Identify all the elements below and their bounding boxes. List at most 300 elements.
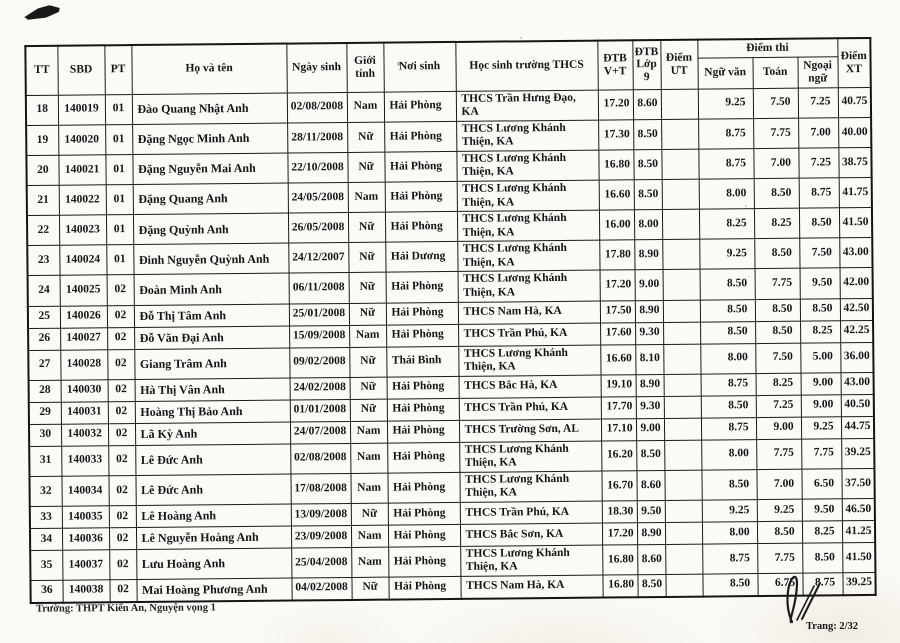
cell-lit: 8.50 <box>700 299 755 322</box>
cell-dob: 15/09/2008 <box>289 325 349 348</box>
cell-gender: Nữ <box>350 399 387 421</box>
cell-pt: 02 <box>107 305 134 327</box>
cell-total: 42.50 <box>840 298 873 320</box>
cell-pt: 01 <box>105 124 132 154</box>
cell-gender: Nữ <box>351 577 388 599</box>
cell-gender: Nam <box>351 547 388 577</box>
cell-name: Đào Quang Nhật Anh <box>132 93 287 125</box>
cell-flang: 8.75 <box>802 573 842 595</box>
cell-pob: Hải Phòng <box>386 324 458 347</box>
cell-dob: 04/02/2008 <box>291 577 351 600</box>
scan-specks <box>0 0 2 2</box>
cell-math: 8.50 <box>757 521 802 543</box>
cell-avg_vt: 17.20 <box>602 523 637 545</box>
cell-lit: 8.00 <box>701 439 756 470</box>
cell-pt: 02 <box>108 445 135 475</box>
cell-sbd: 140035 <box>62 506 109 528</box>
cell-pob: Hải Phòng <box>386 302 458 325</box>
cell-total: 43.00 <box>839 238 872 268</box>
cell-math: 6.75 <box>757 573 802 595</box>
cell-bonus <box>664 470 701 500</box>
cell-tt: 36 <box>30 580 62 602</box>
cell-tt: 26 <box>28 328 60 350</box>
cell-math: 8.25 <box>756 373 801 395</box>
cell-name: Đặng Nguyễn Mai Anh <box>132 153 287 185</box>
scan-artifact-ink-blob <box>24 4 61 20</box>
cell-pt: 01 <box>105 154 132 184</box>
cell-lit: 8.00 <box>699 179 754 210</box>
cell-total: 40.50 <box>841 394 874 416</box>
score-table <box>24 37 876 604</box>
cell-pob: Hải Phòng <box>387 398 459 421</box>
cell-avg_g9: 9.50 <box>637 500 665 522</box>
cell-avg_g9: 8.10 <box>635 344 663 374</box>
cell-bonus <box>661 149 698 179</box>
cell-dob: 06/11/2008 <box>289 273 349 304</box>
pen-mark <box>776 570 838 626</box>
cell-bonus <box>663 269 700 299</box>
cell-gender: Nữ <box>348 212 385 242</box>
cell-gender: Nữ <box>347 152 384 182</box>
cell-avg_g9: 8.60 <box>637 544 665 574</box>
table-body <box>26 87 876 602</box>
cell-math: 7.50 <box>755 343 800 374</box>
cell-math: 8.50 <box>755 321 800 343</box>
cell-lit: 9.25 <box>698 88 753 119</box>
cell-tt: 23 <box>27 246 59 276</box>
cell-tt: 33 <box>30 506 62 528</box>
header-pob: Nơi sinh <box>383 42 455 92</box>
cell-gender: Nam <box>347 92 384 122</box>
header-sbd: SBD <box>57 45 104 95</box>
cell-avg_vt: 16.70 <box>601 470 636 500</box>
cell-flang: 8.25 <box>800 320 840 342</box>
cell-sbd: 140033 <box>61 445 108 476</box>
cell-gender: Nữ <box>349 303 386 325</box>
cell-bonus <box>662 179 699 209</box>
cell-school: THCS Lương Khánh Thiện, KA <box>460 545 602 576</box>
cell-math: 9.25 <box>757 499 802 521</box>
cell-pt: 01 <box>106 245 133 275</box>
cell-pob: Hải Phòng <box>388 524 460 547</box>
cell-pt: 02 <box>108 379 135 401</box>
cell-pob: Hải Phòng <box>384 151 456 182</box>
cell-name: Mai Hoàng Phương Anh <box>136 578 291 601</box>
header-math: Toán <box>752 57 797 88</box>
cell-sbd: 140023 <box>59 215 106 246</box>
cell-school: THCS Bắc Sơn, KA <box>460 523 602 546</box>
cell-avg_vt: 17.20 <box>598 89 633 119</box>
cell-dob: 17/08/2008 <box>290 473 350 504</box>
cell-school: THCS Lương Khánh Thiện, KA <box>456 120 598 151</box>
cell-avg_g9: 9.30 <box>635 322 663 344</box>
cell-sbd: 140038 <box>62 580 109 602</box>
cell-sbd: 140030 <box>61 379 108 401</box>
cell-avg_g9: 9.00 <box>636 418 664 440</box>
cell-lit: 9.25 <box>699 239 754 270</box>
cell-dob: 24/02/2008 <box>290 377 350 400</box>
cell-avg_vt: 16.60 <box>599 180 634 210</box>
cell-math: 8.50 <box>755 299 800 321</box>
cell-dob: 02/08/2008 <box>290 443 350 474</box>
cell-flang: 7.50 <box>799 238 839 269</box>
cell-dob: 25/04/2008 <box>291 547 351 578</box>
cell-name: Lê Nguyễn Hoàng Anh <box>136 526 291 549</box>
cell-flang: 5.00 <box>800 342 840 373</box>
cell-school: THCS Trường Sơn, AL <box>459 419 601 442</box>
cell-school: THCS Lương Khánh Thiện, KA <box>457 210 599 241</box>
cell-pob: Hải Phòng <box>384 121 456 152</box>
cell-bonus <box>664 396 701 418</box>
cell-gender: Nữ <box>350 377 387 399</box>
cell-pob: Hải Phòng <box>384 91 456 122</box>
cell-tt: 31 <box>29 446 61 476</box>
cell-school: THCS Bắc Hà, KA <box>459 375 601 398</box>
cell-tt: 19 <box>26 125 58 155</box>
cell-avg_vt: 19.10 <box>601 374 636 396</box>
cell-total: 44.75 <box>841 416 874 438</box>
cell-name: Lưu Hoàng Anh <box>136 548 291 580</box>
cell-lit: 8.50 <box>701 395 756 418</box>
cell-pob: Hải Phòng <box>388 546 460 577</box>
cell-avg_g9: 8.60 <box>636 470 664 500</box>
cell-avg_vt: 17.60 <box>600 322 635 344</box>
cell-total: 46.50 <box>842 498 875 520</box>
cell-tt: 24 <box>28 276 60 306</box>
footer-page-number: Trang: 2/32 <box>806 621 859 632</box>
cell-sbd: 140020 <box>58 125 105 156</box>
cell-name: Đoàn Minh Anh <box>134 273 289 305</box>
cell-school: THCS Lương Khánh Thiện, KA <box>457 240 599 271</box>
cell-avg_vt: 17.10 <box>601 418 636 440</box>
cell-sbd: 140019 <box>58 94 105 125</box>
cell-math: 7.75 <box>757 543 802 574</box>
cell-bonus <box>664 440 701 470</box>
cell-bonus <box>663 322 700 344</box>
cell-flang: 7.75 <box>801 438 841 469</box>
cell-avg_vt: 17.30 <box>598 119 633 149</box>
cell-name: Giang Trâm Anh <box>134 348 289 380</box>
cell-lit: 8.75 <box>702 543 757 574</box>
cell-name: Đặng Quỳnh Anh <box>133 213 288 245</box>
cell-sbd: 140032 <box>61 423 108 445</box>
cell-avg_g9: 9.30 <box>636 396 664 418</box>
cell-sbd: 140027 <box>60 327 107 349</box>
cell-pt: 02 <box>107 275 134 305</box>
cell-total: 42.25 <box>840 320 873 342</box>
cell-flang: 7.25 <box>798 148 838 179</box>
footer-school-label: Trường: THPT Kiến An, Nguyện vọng 1 <box>35 602 216 615</box>
cell-dob: 23/09/2008 <box>291 525 351 548</box>
cell-name: Đặng Ngọc Minh Anh <box>132 123 287 155</box>
cell-avg_vt: 17.50 <box>600 300 635 322</box>
cell-pt: 01 <box>106 185 133 215</box>
header-literature: Ngữ văn <box>697 57 752 88</box>
cell-tt: 32 <box>29 476 61 506</box>
cell-gender: Nam <box>349 325 386 347</box>
cell-total: 41.75 <box>839 177 872 207</box>
cell-dob: 25/01/2008 <box>289 303 349 326</box>
cell-gender: Nam <box>350 421 387 443</box>
cell-tt: 25 <box>28 306 60 328</box>
cell-sbd: 140026 <box>60 305 107 327</box>
cell-school: THCS Lương Khánh Thiện, KA <box>459 471 601 502</box>
cell-school: THCS Lương Khánh Thiện, KA <box>458 345 600 376</box>
header-tt: TT <box>25 46 57 95</box>
cell-flang: 9.00 <box>801 394 841 416</box>
cell-pt: 01 <box>106 215 133 245</box>
cell-dob: 24/05/2008 <box>288 182 348 213</box>
cell-pt: 02 <box>109 580 136 602</box>
cell-avg_g9: 8.50 <box>633 149 661 179</box>
cell-flang: 8.50 <box>799 208 839 239</box>
cell-math: 8.50 <box>754 178 799 209</box>
cell-flang: 6.50 <box>801 469 841 500</box>
cell-dob: 22/10/2008 <box>287 152 347 183</box>
cell-flang: 9.50 <box>802 499 842 521</box>
cell-total: 41.50 <box>842 542 875 572</box>
cell-pob: Hải Phòng <box>388 502 460 525</box>
cell-tt: 30 <box>29 424 61 446</box>
cell-bonus <box>665 522 702 544</box>
cell-math: 7.75 <box>755 269 800 300</box>
cell-pt: 02 <box>109 505 136 527</box>
cell-flang: 9.00 <box>801 372 841 394</box>
cell-dob: 28/11/2008 <box>287 122 347 153</box>
cell-total: 36.00 <box>840 342 873 372</box>
cell-tt: 35 <box>30 550 62 580</box>
cell-avg_vt: 16.80 <box>602 545 637 575</box>
cell-tt: 22 <box>27 215 59 245</box>
header-name: Họ và tên <box>131 44 286 95</box>
cell-avg_vt: 17.70 <box>601 396 636 418</box>
header-foreign-language: Ngoại ngữ <box>797 57 837 88</box>
cell-tt: 29 <box>29 402 61 424</box>
cell-avg_g9: 8.90 <box>634 240 662 270</box>
cell-avg_g9: 8.90 <box>637 522 665 544</box>
cell-total: 40.75 <box>838 87 871 117</box>
cell-pob: Hải Phòng <box>387 472 459 503</box>
cell-flang: 9.50 <box>800 268 840 299</box>
cell-avg_vt: 16.60 <box>600 344 635 374</box>
cell-total: 42.00 <box>840 268 873 298</box>
cell-avg_g9: 8.50 <box>633 119 661 149</box>
cell-gender: Nữ <box>349 347 386 377</box>
cell-total: 40.00 <box>838 117 871 147</box>
cell-math: 8.25 <box>754 208 799 239</box>
cell-avg_g9: 9.00 <box>635 270 663 300</box>
cell-flang: 8.50 <box>800 298 840 320</box>
cell-lit: 8.75 <box>698 148 753 179</box>
cell-gender: Nữ <box>349 273 386 303</box>
cell-pob: Thái Bình <box>386 346 458 377</box>
cell-bonus <box>665 544 702 574</box>
cell-pt: 02 <box>109 549 136 579</box>
cell-avg_g9: 8.50 <box>636 440 664 470</box>
cell-sbd: 140036 <box>62 528 109 550</box>
cell-lit: 8.50 <box>700 269 755 300</box>
cell-school: THCS Lương Khánh Thiện, KA <box>457 180 599 211</box>
cell-gender: Nam <box>351 525 388 547</box>
cell-name: Hà Thị Vân Anh <box>135 378 290 401</box>
cell-name: Lê Đức Anh <box>135 444 290 476</box>
cell-sbd: 140022 <box>59 185 106 216</box>
cell-pt: 02 <box>108 423 135 445</box>
cell-bonus <box>665 500 702 522</box>
cell-bonus <box>664 418 701 440</box>
cell-total: 43.00 <box>841 372 874 394</box>
cell-pob: Hải Phòng <box>388 576 460 599</box>
cell-school: THCS Trần Phú, KA <box>460 501 602 524</box>
cell-lit: 8.50 <box>701 469 756 500</box>
cell-dob: 24/12/2007 <box>288 243 348 274</box>
cell-bonus <box>662 209 699 239</box>
cell-dob: 26/05/2008 <box>288 213 348 244</box>
cell-sbd: 140021 <box>58 155 105 186</box>
header-exam-group: Điểm thi <box>697 38 837 58</box>
cell-sbd: 140034 <box>61 476 108 507</box>
cell-pob: Hải Phòng <box>385 181 457 212</box>
cell-sbd: 140028 <box>60 349 107 380</box>
cell-avg_vt: 16.20 <box>601 440 636 470</box>
cell-tt: 28 <box>29 380 61 402</box>
cell-avg_g9: 8.50 <box>634 179 662 209</box>
header-school: Học sinh trường THCS <box>455 41 597 91</box>
cell-lit: 8.75 <box>701 373 756 396</box>
cell-avg_vt: 17.80 <box>599 240 634 270</box>
cell-tt: 21 <box>27 185 59 215</box>
cell-flang: 7.25 <box>798 87 838 118</box>
cell-avg_g9: 8.90 <box>636 374 664 396</box>
cell-sbd: 140025 <box>60 275 107 306</box>
cell-pt: 02 <box>108 475 135 505</box>
cell-school: THCS Lương Khánh Thiện, KA <box>459 441 601 472</box>
cell-flang: 9.25 <box>801 416 841 438</box>
cell-dob: 09/02/2008 <box>289 347 349 378</box>
cell-bonus <box>661 89 698 119</box>
header-gender: Giới tính <box>346 43 383 92</box>
cell-lit: 8.25 <box>699 209 754 240</box>
cell-name: Đặng Quang Anh <box>133 183 288 215</box>
cell-name: Đỗ Văn Đại Anh <box>134 326 289 349</box>
cell-school: THCS Nam Hà, KA <box>460 575 602 598</box>
cell-dob: 24/07/2008 <box>290 421 350 444</box>
cell-gender: Nữ <box>348 242 385 272</box>
cell-avg_vt: 16.00 <box>599 210 634 240</box>
cell-dob: 02/08/2008 <box>287 92 347 123</box>
cell-gender: Nữ <box>347 122 384 152</box>
cell-bonus <box>662 239 699 269</box>
cell-lit: 8.50 <box>702 574 757 597</box>
cell-math: 7.25 <box>756 395 801 417</box>
header-total: Điểm XT <box>837 38 870 87</box>
cell-school: THCS Trần Hưng Đạo, KA <box>456 90 598 121</box>
cell-tt: 18 <box>26 95 58 125</box>
cell-total: 37.50 <box>841 468 874 498</box>
table-header <box>25 38 870 95</box>
cell-school: THCS Lương Khánh Thiện, KA <box>458 270 600 301</box>
cell-sbd: 140024 <box>59 245 106 276</box>
cell-avg_g9: 8.00 <box>634 210 662 240</box>
cell-lit: 8.75 <box>698 118 753 149</box>
cell-math: 7.00 <box>753 148 798 179</box>
cell-avg_g9: 8.90 <box>635 300 663 322</box>
table-sheet <box>24 37 877 604</box>
cell-pt: 01 <box>105 94 132 124</box>
cell-pt: 02 <box>107 327 134 349</box>
cell-lit: 8.50 <box>700 321 755 344</box>
cell-pt: 02 <box>109 527 136 549</box>
cell-pob: Hải Dương <box>385 242 457 273</box>
cell-bonus <box>664 374 701 396</box>
cell-avg_vt: 16.80 <box>598 150 633 180</box>
cell-avg_vt: 16.80 <box>602 575 637 597</box>
header-avg-g9: ĐTB Lớp 9 <box>632 40 660 89</box>
cell-school: THCS Lương Khánh Thiện, KA <box>456 150 598 181</box>
cell-total: 38.75 <box>838 147 871 177</box>
cell-gender: Nam <box>348 182 385 212</box>
cell-math: 7.75 <box>753 118 798 149</box>
cell-school: THCS Nam Hà, KA <box>458 301 600 324</box>
cell-gender: Nữ <box>351 503 388 525</box>
cell-bonus <box>661 119 698 149</box>
cell-math: 7.75 <box>756 439 801 470</box>
cell-flang: 8.50 <box>802 543 842 574</box>
cell-total: 39.25 <box>842 572 875 594</box>
cell-lit: 8.00 <box>700 343 755 374</box>
cell-bonus <box>663 344 700 374</box>
cell-dob: 01/01/2008 <box>290 399 350 422</box>
cell-math: 8.50 <box>754 238 799 269</box>
cell-name: Hoàng Thị Bảo Anh <box>135 400 290 423</box>
cell-total: 41.25 <box>842 520 875 542</box>
header-dob: Ngày sinh <box>286 43 346 93</box>
cell-tt: 27 <box>28 350 60 380</box>
cell-name: Lê Đức Anh <box>135 474 290 506</box>
cell-dob: 13/09/2008 <box>291 503 351 526</box>
cell-math: 7.00 <box>756 469 801 500</box>
cell-pob: Hải Phòng <box>387 420 459 443</box>
cell-name: Đinh Nguyễn Quỳnh Anh <box>133 243 288 275</box>
cell-pt: 02 <box>108 401 135 423</box>
cell-lit: 8.00 <box>702 521 757 544</box>
cell-bonus <box>665 574 702 596</box>
cell-gender: Nam <box>350 473 387 503</box>
cell-total: 39.25 <box>841 438 874 468</box>
cell-name: Lê Hoàng Anh <box>136 504 291 527</box>
cell-math: 7.50 <box>753 88 798 119</box>
cell-name: Lã Kỳ Anh <box>135 422 290 445</box>
cell-avg_g9: 8.50 <box>637 574 665 596</box>
cell-pob: Hải Phòng <box>386 272 458 303</box>
cell-name: Đỗ Thị Tâm Anh <box>134 304 289 327</box>
cell-sbd: 140031 <box>61 401 108 423</box>
header-bonus: Điểm ƯT <box>660 40 697 89</box>
cell-flang: 7.00 <box>798 118 838 149</box>
cell-pob: Hải Phòng <box>387 376 459 399</box>
cell-math: 9.00 <box>756 417 801 439</box>
cell-pob: Hải Phòng <box>385 212 457 243</box>
cell-bonus <box>663 300 700 322</box>
cell-avg_vt: 17.20 <box>600 270 635 300</box>
cell-flang: 8.75 <box>799 178 839 209</box>
cell-flang: 8.25 <box>802 521 842 543</box>
cell-tt: 34 <box>30 528 62 550</box>
cell-pob: Hải Phòng <box>387 442 459 473</box>
cell-lit: 8.75 <box>701 417 756 440</box>
cell-school: THCS Trần Phú, KA <box>459 397 601 420</box>
cell-sbd: 140037 <box>62 550 109 581</box>
